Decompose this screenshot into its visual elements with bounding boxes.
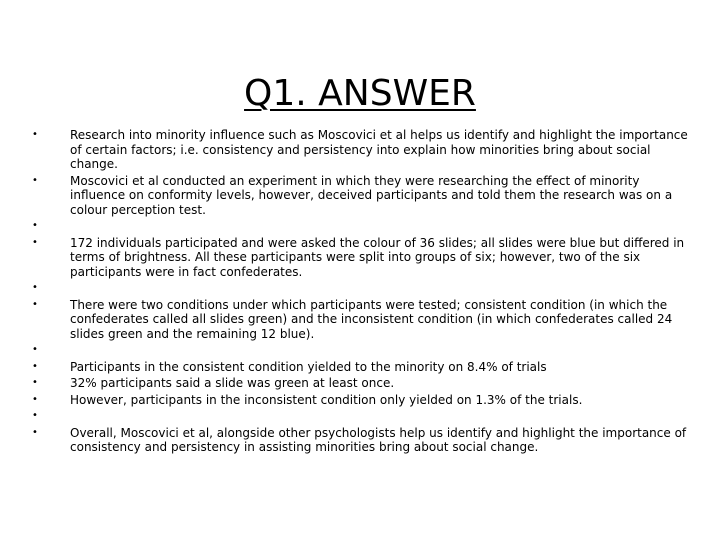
bullet-list	[32, 128, 692, 457]
bullet-point-icon: •	[32, 377, 38, 388]
bullet-item	[32, 409, 692, 424]
bullet-point-icon: •	[32, 282, 38, 293]
bullet-text: Moscovici et al conducted an experiment in which they were researching the effect of minority influence on conformity levels, however, deceived participants and told them the research was on a colour perception test.	[70, 173, 673, 217]
slide-title: Q1. ANSWER	[244, 73, 476, 115]
bullet-point-icon: •	[32, 129, 38, 140]
bullet-item	[32, 360, 692, 375]
bullet-item	[32, 236, 692, 280]
bullet-text: However, participants in the inconsistent condition only yielded on 1.3% of the trials.	[70, 392, 583, 407]
bullet-point-icon: •	[32, 236, 38, 248]
bullet-text: Research into minority influence such as Moscovici et al helps us identify and highlight the importance of certain factors; i.e. consistency and persistency into explain how minorities bring about social change.	[70, 128, 688, 171]
bullet-text: 32% participants said a slide was green at least once.	[70, 376, 395, 390]
bullet-item	[32, 343, 692, 358]
bullet-text: Overall, Moscovici et al, alongside other psychologists help us identify and highlight the importance of consistency and persistency in assisting minorities bring about social change.	[70, 425, 687, 454]
bullet-item	[32, 128, 692, 172]
bullet-point-icon: •	[32, 426, 38, 438]
bullet-item	[32, 298, 692, 342]
bullet-item	[32, 281, 692, 296]
bullet-point-icon: •	[32, 410, 38, 421]
bullet-text: 172 individuals participated and were asked the colour of 36 slides; all slides were blue but differed in terms of brightness. All these participants were split into groups of six; however, two of the six participants were in fact confederates.	[70, 235, 685, 279]
bullet-point-icon: •	[32, 174, 38, 186]
bullet-point-icon: •	[32, 393, 38, 405]
bullet-item	[32, 174, 692, 218]
bullet-text: Participants in the consistent condition yielded to the minority on 8.4% of trials	[70, 359, 547, 374]
bullet-item	[32, 426, 692, 455]
bullet-item	[32, 393, 692, 408]
bullet-point-icon: •	[32, 344, 38, 355]
bullet-point-icon: •	[32, 360, 38, 372]
bullet-point-icon: •	[32, 298, 38, 310]
bullet-item	[32, 376, 692, 391]
bullet-text: There were two conditions under which participants were tested; consistent condition (in which the confederates called all slides green) and the inconsistent condition (in which confederates called 24 slides green and the remaining 12 blue).	[70, 297, 673, 341]
bullet-point-icon: •	[32, 220, 38, 231]
bullet-item	[32, 219, 692, 234]
